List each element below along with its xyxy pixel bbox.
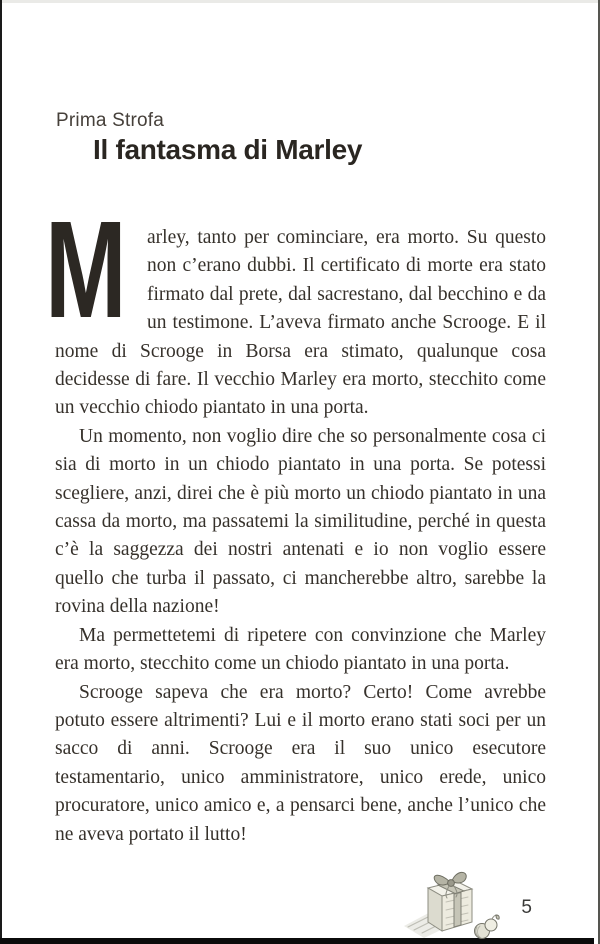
body-paragraph-2: Un momento, non voglio dire che so personalmente cosa ci sia di morto in un chiodo piantato in una porta. Se potessi scegliere, anzi, direi che è più morto un chiodo piantato in una cassa da morto, ma passatemi la similitudine, perché in questa c’è la saggezza dei nostri antenati e io non voglio essere quello che turba il passato, ci mancherebbe altro, sarebbe la rovina della nazione!	[55, 425, 546, 618]
scan-edge-left	[0, 0, 2, 944]
body-paragraph-3: Ma permettetemi di ripetere con convinzione che Marley era morto, stecchito come un chiodo piantato in una porta.	[55, 624, 546, 675]
page-number: 5	[521, 897, 532, 918]
scan-edge-top	[2, 0, 598, 3]
drop-cap	[45, 193, 134, 347]
scan-edge-bottom	[0, 938, 594, 944]
paragraph-text: arley, tanto per cominciare, era morto. Su questo non c’erano dubbi. Il certificato di morte era stato firmato dal prete, dal sacrestano, dal becchino e da un testimone. L’aveva firmato anche Scrooge. E il nome di Scrooge in Borsa era stimato, qualunque cosa decidesse di fare. Il vecchio Marley era morto, stecchito come un vecchio chiodo piantato in una porta.	[55, 227, 546, 419]
body-paragraph-4: Scrooge sapeva che era morto? Certo! Come avrebbe potuto essere altrimenti? Lui e il morto erano stati soci per un sacco di anni. Scrooge era il suo unico esecutore testamentario, unico amministratore, unico erede, unico procuratore, unico amico e, a pensarci bene, anche l’unico che ne aveva portato il lutto!	[55, 681, 546, 845]
gift-box-sketch-icon	[402, 864, 500, 940]
drop-cap-letter: M	[45, 193, 127, 347]
body-text-block	[45, 193, 546, 849]
gift-box-illustration	[402, 864, 500, 940]
chapter-kicker: Prima Strofa	[56, 110, 164, 131]
chapter-title: Il fantasma di Marley	[93, 134, 363, 165]
body-paragraph-1	[45, 193, 546, 423]
